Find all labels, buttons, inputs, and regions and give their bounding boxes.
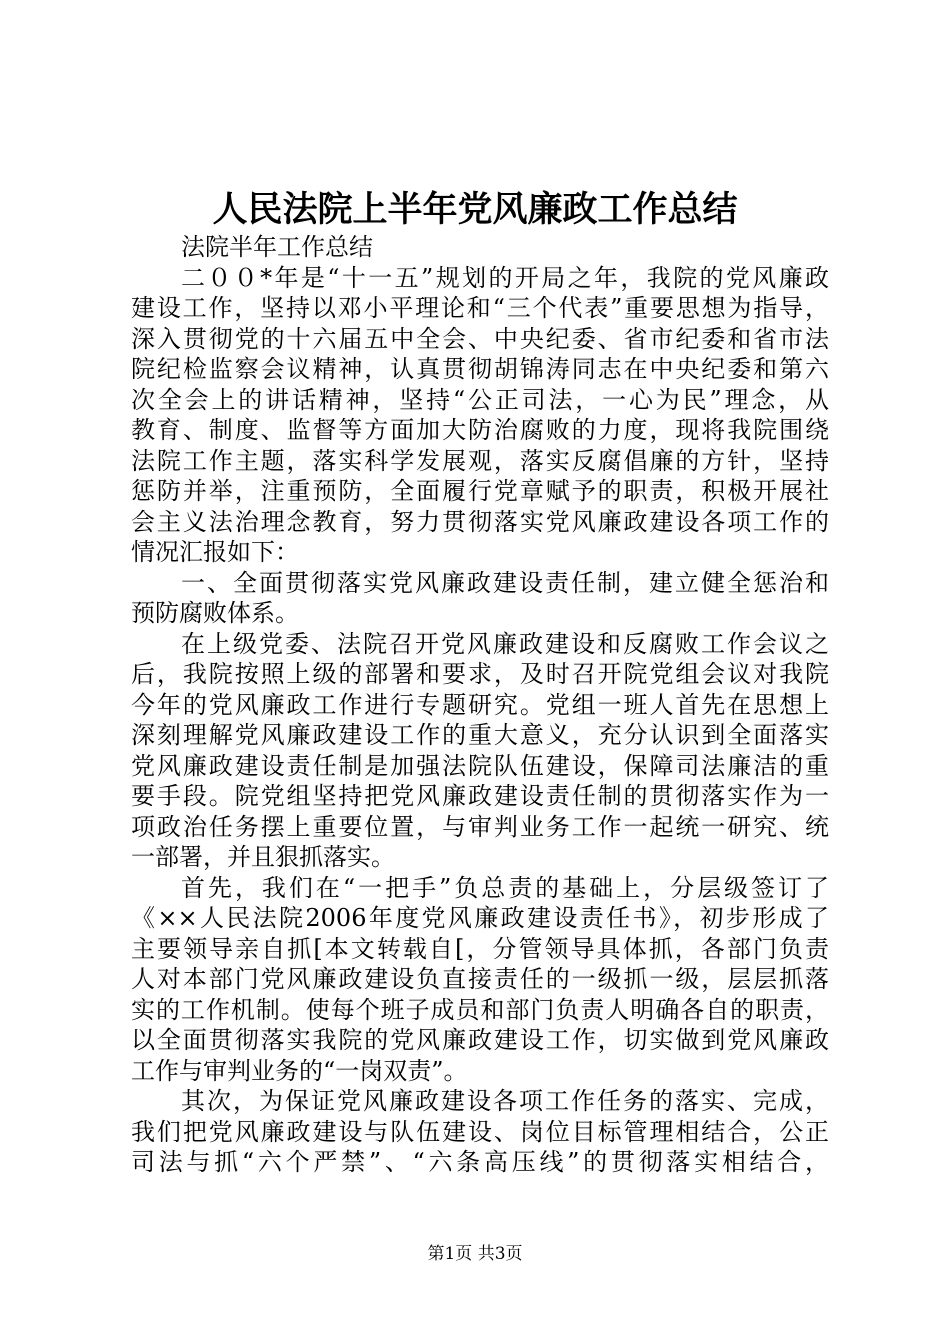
text-line: 法院工作主题，落实科学发展观，落实反腐倡廉的方针，坚持 (131, 446, 829, 475)
text-line: 要手段。院党组坚持把党风廉政建设责任制的贯彻落实作为一 (131, 782, 829, 810)
text-line: 建设工作，坚持以邓小平理论和“三个代表”重要思想为指导， (131, 294, 829, 322)
text-line: 实的工作机制。使每个班子成员和部门负责人明确各自的职责， (131, 995, 829, 1024)
text-line: 今年的党风廉政工作进行专题研究。党组一班人首先在思想上 (131, 690, 829, 719)
text-line: 院纪检监察会议精神，认真贯彻胡锦涛同志在中央纪委和第六 (131, 355, 829, 383)
text-line: 项政治任务摆上重要位置，与审判业务工作一起统一研究、统 (131, 812, 829, 841)
text-line: 教育、制度、监督等方面加大防治腐败的力度，现将我院围绕 (131, 416, 829, 444)
text-line: 《××人民法院2006年度党风廉政建设责任书》，初步形成了 (131, 904, 829, 932)
text-line: 一部署，并且狠抓落实。 (131, 843, 395, 871)
text-line: 后，我院按照上级的部署和要求，及时召开院党组会议对我院 (131, 660, 829, 688)
text-line: 以全面贯彻落实我院的党风廉政建设工作，切实做到党风廉政 (131, 1026, 829, 1054)
text-line: 其次，为保证党风廉政建设各项工作任务的落实、完成， (181, 1087, 829, 1115)
text-line: 二００*年是“十一五”规划的开局之年，我院的党风廉政 (181, 263, 829, 292)
text-line: 预防腐败体系。 (131, 599, 299, 627)
text-line: 法院半年工作总结 (181, 233, 373, 261)
text-line: 党风廉政建设责任制是加强法院队伍建设，保障司法廉洁的重 (131, 751, 829, 780)
text-line: 深刻理解党风廉政建设工作的重大意义，充分认识到全面落实 (131, 721, 829, 749)
text-line: 主要领导亲自抓[本文转载自[，分管领导具体抓，各部门负责 (131, 934, 829, 963)
text-line: 一、全面贯彻落实党风廉政建设责任制，建立健全惩治和 (181, 568, 829, 597)
document-body (131, 232, 829, 1178)
text-line: 情况汇报如下： (131, 538, 299, 566)
page-number-footer: 第1页 共3页 (427, 1244, 523, 1264)
text-line: 会主义法治理念教育，努力贯彻落实党风廉政建设各项工作的 (131, 507, 829, 536)
text-line: 惩防并举，注重预防，全面履行党章赋予的职责，积极开展社 (131, 477, 829, 505)
text-line: 在上级党委、法院召开党风廉政建设和反腐败工作会议之 (181, 629, 829, 658)
text-line: 工作与审判业务的“一岗双责”。 (131, 1056, 468, 1085)
text-line: 深入贯彻党的十六届五中全会、中央纪委、省市纪委和省市法 (131, 324, 829, 353)
document-title: 人民法院上半年党风廉政工作总结 (212, 189, 738, 230)
text-line: 人对本部门党风廉政建设负直接责任的一级抓一级，层层抓落 (131, 965, 829, 993)
text-line: 首先，我们在“一把手”负总责的基础上，分层级签订了 (181, 873, 829, 902)
text-line: 我们把党风廉政建设与队伍建设、岗位目标管理相结合，公正 (131, 1117, 829, 1146)
text-line: 司法与抓“六个严禁”、“六条高压线”的贯彻落实相结合， (131, 1148, 829, 1176)
text-line: 次全会上的讲话精神，坚持“公正司法，一心为民”理念，从 (131, 385, 829, 414)
